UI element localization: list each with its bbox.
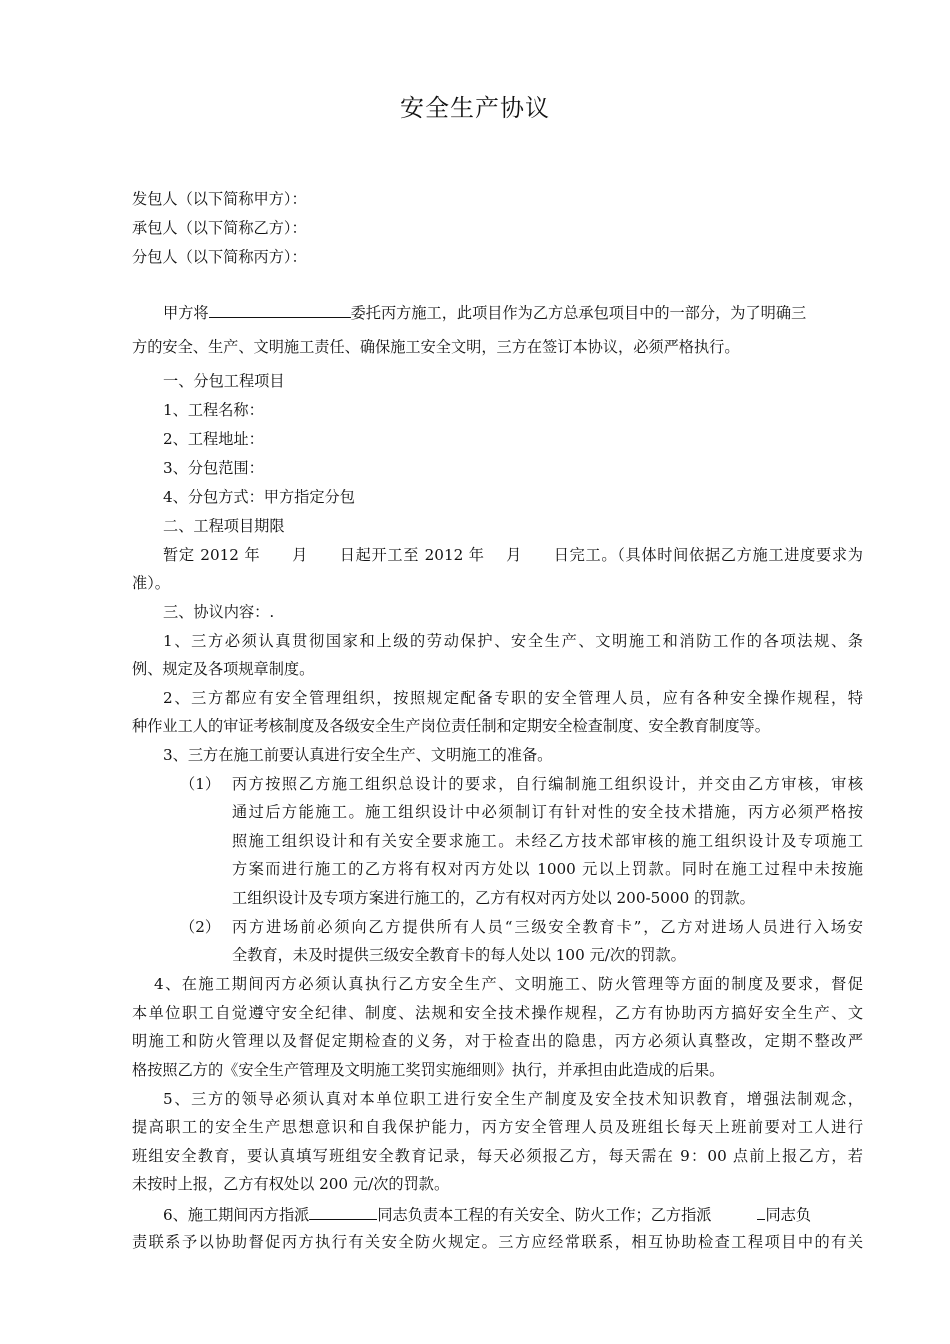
intro-suffix: 委托丙方施工，此项目作为乙方总承包项目中的一部分，为了明确三 [350,304,807,322]
clause-4-line-3: 明施工和防火管理以及督促定期检查的义务，对于检查出的隐患，丙方必须认真整改，定期不整改严 [132,1032,863,1050]
section-2-heading: 二、工程项目期限 [163,517,285,535]
section-3-heading: 三、协议内容：. [163,603,275,621]
clause-5-line-1: 5、三方的领导必须认真对本单位职工进行安全生产制度及安全技术知识教育，增强法制观念， [163,1090,863,1108]
clause-5-line-4: 未按时上报，乙方有权处以 200 元/次的罚款。 [132,1175,450,1193]
subclause-1-line-5: 工组织设计及专项方案进行施工的，乙方有权对丙方处以 200-5000 的罚款。 [232,889,755,907]
subclause-1-line-2: 通过后方能施工。施工组织设计中必须制订有针对性的安全技术措施，丙方必须严格按 [232,803,863,821]
clause-6-line-1 [163,1202,811,1226]
party-contractor: 承包人（以下简称乙方）： [132,219,307,237]
clause-5-line-2: 提高职工的安全生产思想意识和自我保护能力，丙方安全管理人员及班组长每天上班前要对工人进行 [132,1118,863,1136]
intro-line-1 [163,300,806,324]
clause-6-suffix: 同志负 [765,1206,812,1224]
intro-prefix: 甲方将 [163,304,209,322]
clause-1-line-2: 例、规定及各项规章制度。 [132,660,315,678]
clause-4-line-1: 4、在施工期间丙方必须认真执行乙方安全生产、文明施工、防火管理等方面的制度及要求，督促 [154,975,863,993]
clause-6-line-2: 责联系予以协助督促丙方执行有关安全防火规定。三方应经常联系，相互协助检查工程项目中的有关 [132,1233,863,1251]
document-title: 安全生产协议 [400,94,550,122]
clause-4-line-4: 格按照乙方的《安全生产管理及文明施工奖罚实施细则》执行，并承担由此造成的后果。 [132,1061,725,1079]
subclause-2-number: （2） [180,918,221,936]
section-1-heading: 一、分包工程项目 [163,372,285,390]
party-employer: 发包人（以下简称甲方）： [132,190,307,208]
period-line-1: 暂定 2012 年 月 日起开工至 2012 年 月 日完工。（具体时间依据乙方施工进度要求为 [163,546,863,564]
subcontract-method-item: 4、分包方式：甲方指定分包 [163,488,355,506]
subclause-2-line-2: 全教育，未及时提供三级安全教育卡的每人处以 100 元/次的罚款。 [232,946,686,964]
subclause-1-line-3: 照施工组织设计和有关安全要求施工。未经乙方技术部审核的施工组织设计及专项施工 [232,832,863,850]
clause-2-line-1: 2、三方都应有安全管理组织，按照规定配备专职的安全管理人员，应有各种安全操作规程，特 [163,689,863,707]
clause-5-line-3: 班组安全教育，要认真填写班组安全教育记录，每天必须报乙方，每天需在 9：00 点前上报乙方，若 [132,1147,863,1165]
period-line-2: 准）。 [132,574,170,592]
clause-3-line: 3、三方在施工前要认真进行安全生产、文明施工的准备。 [163,746,553,764]
subclause-1-line-4: 方案而进行施工的乙方将有权对丙方处以 1000 元以上罚款。同时在施工过程中未按施 [232,860,863,878]
subcontract-scope-item: 3、分包范围： [163,459,264,477]
project-name-blank [209,300,351,318]
project-address-item: 2、工程地址： [163,430,264,448]
clause-6-prefix: 6、施工期间丙方指派 [163,1206,310,1224]
intro-line-2: 方的安全、生产、文明施工责任、确保施工安全文明，三方在签订本协议，必须严格执行。 [132,338,740,356]
clause-2-line-2: 种作业工人的审证考核制度及各级安全生产岗位责任制和定期安全检查制度、安全教育制度等。 [132,717,770,735]
party-subcontractor: 分包人（以下简称丙方）： [132,248,307,266]
project-name-item: 1、工程名称： [163,401,264,419]
clause-1-line-1: 1、三方必须认真贯彻国家和上级的劳动保护、安全生产、文明施工和消防工作的各项法规、条 [163,632,863,650]
subclause-1-number: （1） [180,775,221,793]
clause-6-middle: 同志负责本工程的有关安全、防火工作；乙方指派 [377,1206,712,1224]
subclause-1-line-1: 丙方按照乙方施工组织总设计的要求，自行编制施工组织设计，并交由乙方审核，审核 [232,775,863,793]
subclause-2-line-1: 丙方进场前必须向乙方提供所有人员“三级安全教育卡”，乙方对进场人员进行入场安 [232,918,863,936]
contractor-safety-officer-blank [309,1202,377,1220]
clause-4-line-2: 本单位职工自觉遵守安全纪律、制度、法规和安全技术操作规程，乙方有协助丙方搞好安全生产、文 [132,1004,863,1022]
